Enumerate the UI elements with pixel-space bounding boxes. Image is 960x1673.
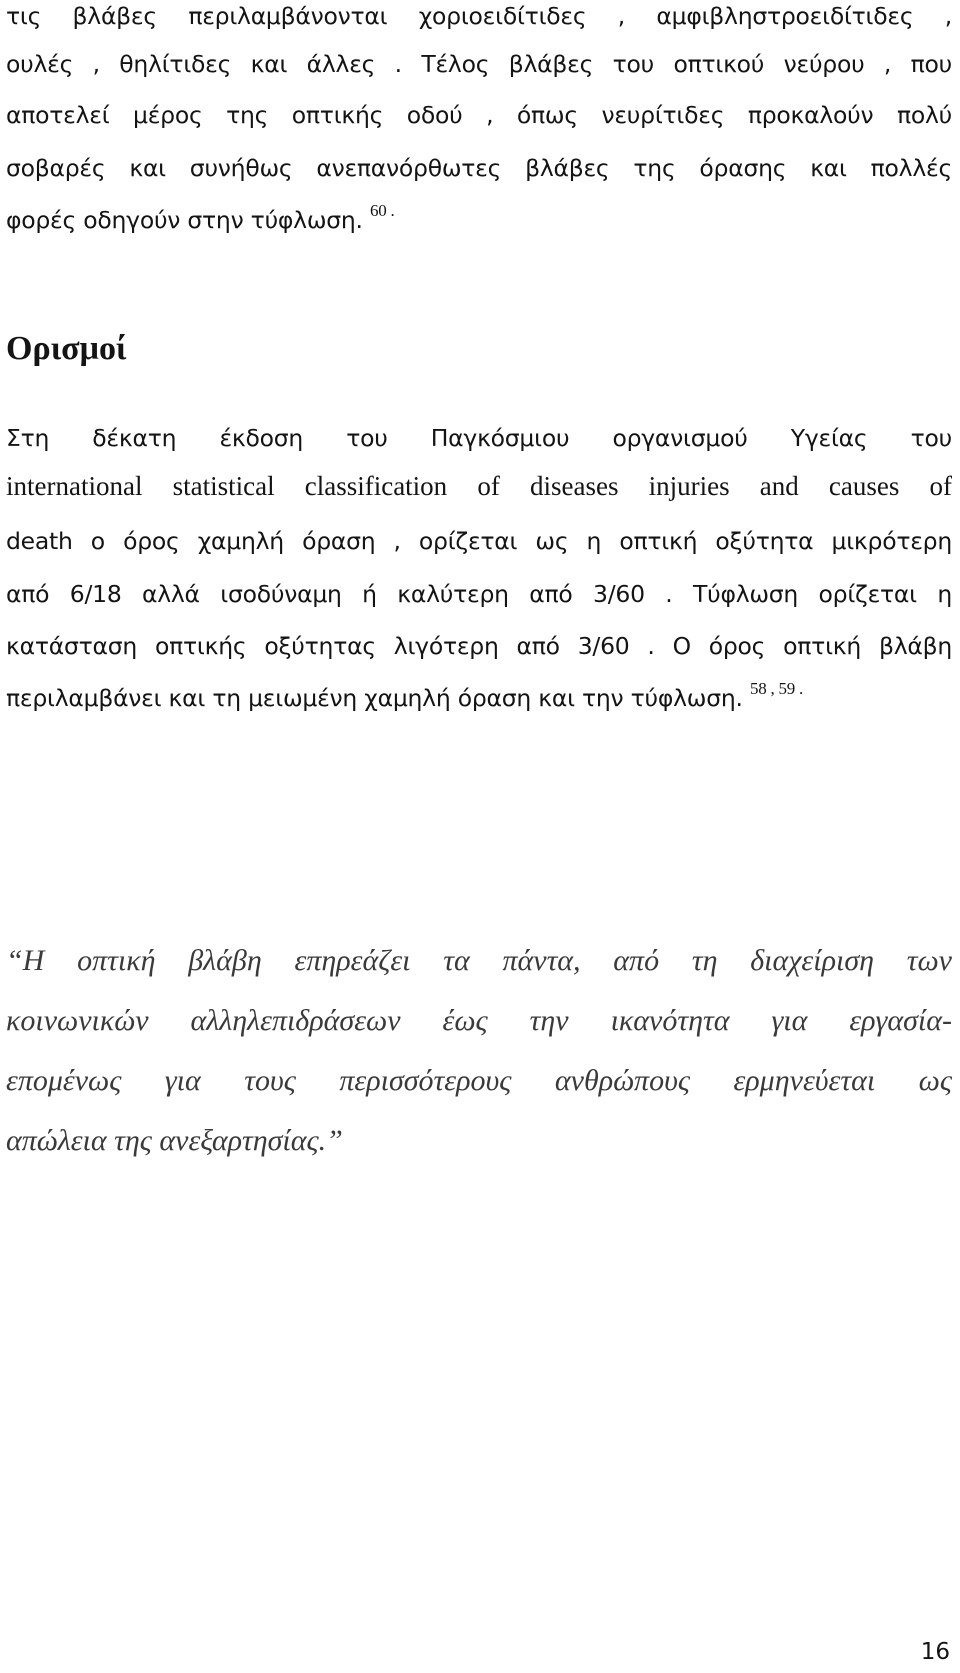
- paragraph-2-line-6: [6, 679, 803, 712]
- section-heading: Ορισμοί: [6, 330, 127, 367]
- citation-60: 60 .: [370, 201, 395, 220]
- paragraph-1-line-5: [6, 201, 395, 234]
- paragraph-1-line-2: ουλές , θηλίτιδες και άλλες . Τέλος βλάβες του οπτικού νεύρου , που: [6, 50, 952, 78]
- paragraph-1-line-1: τις βλάβες περιλαμβάνονται χοριοειδίτιδες , αμφιβληστροειδίτιδες ,: [6, 2, 952, 30]
- paragraph-2-line-2: international statistical classification of diseases injuries and causes of: [6, 471, 952, 501]
- paragraph-1-line-3: αποτελεί μέρος της οπτικής οδού , όπως νευρίτιδες προκαλούν πολύ: [6, 101, 952, 129]
- quote-line-1: “Η οπτική βλάβη επηρεάζει τα πάντα, από τη διαχείριση των: [6, 944, 952, 977]
- citation-58-59: 58 , 59 .: [749, 679, 803, 698]
- paragraph-2-line-6-text: περιλαμβάνει και τη μειωμένη χαμηλή όραση και την τύφλωση.: [6, 684, 743, 712]
- paragraph-1-line-5-text: φορές οδηγούν στην τύφλωση.: [6, 206, 363, 234]
- page-number: 16: [920, 1639, 950, 1665]
- paragraph-2-line-5: κατάσταση οπτικής οξύτητας λιγότερη από 3/60 . Ο όρος οπτική βλάβη: [6, 632, 952, 660]
- quote-line-4: απώλεια της ανεξαρτησίας.”: [6, 1124, 343, 1157]
- paragraph-2-line-1: Στη δέκατη έκδοση του Παγκόσμιου οργανισμού Υγείας του: [6, 424, 952, 452]
- quote-line-3: επομένως για τους περισσότερους ανθρώπους ερμηνεύεται ως: [6, 1064, 952, 1097]
- quote-line-2: κοινωνικών αλληλεπιδράσεων έως την ικανότητα για εργασία-: [6, 1004, 952, 1037]
- paragraph-2-line-4: από 6/18 αλλά ισοδύναμη ή καλύτερη από 3/60 . Τύφλωση ορίζεται η: [6, 580, 952, 608]
- paragraph-1-line-4: σοβαρές και συνήθως ανεπανόρθωτες βλάβες της όρασης και πολλές: [6, 154, 952, 182]
- paragraph-2-line-3: death ο όρος χαμηλή όραση , ορίζεται ως η οπτική οξύτητα μικρότερη: [6, 527, 952, 555]
